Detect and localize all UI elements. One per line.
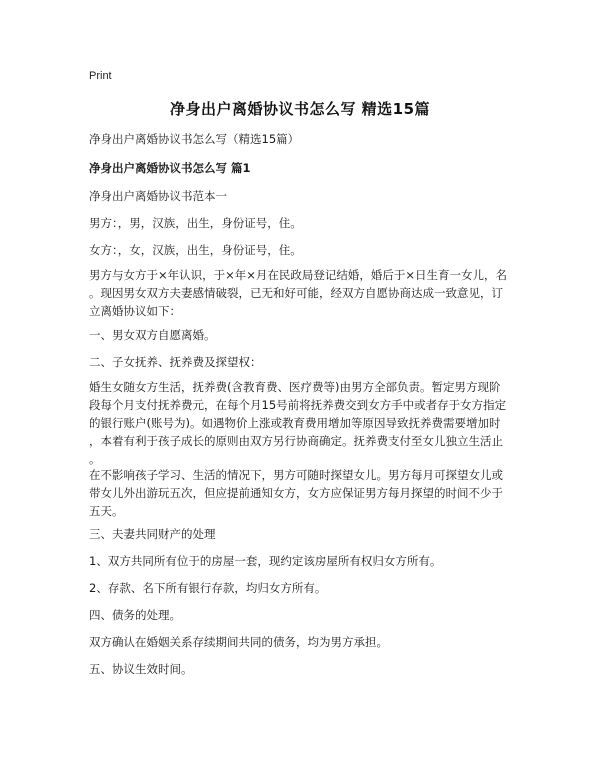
male-party-line: 男方：，男，汉族，出生，身份证号，住。	[89, 216, 302, 230]
visitation-line: 在不影响孩子学习、生活的情况下，男方可随时探望女儿。男方每月可探望女儿或	[89, 468, 503, 482]
visitation-paragraph	[89, 466, 519, 520]
clause-5: 五、协议生效时间。	[89, 662, 193, 676]
intro-line: 立离婚协议如下：	[89, 304, 181, 318]
custody-line: ，本着有利于孩子成长的原则由双方另行协商确定。抚养费支付至女儿独立生活止	[89, 434, 503, 448]
section-heading: 净身出户离婚协议书怎么写 篇1	[89, 161, 251, 175]
property-item-2: 2、存款、名下所有银行存款，均归女方所有。	[89, 581, 327, 595]
template-name: 净身出户离婚协议书范本一	[89, 189, 227, 203]
custody-line: 婚生女随女方生活，抚养费(含教育费、医疗费等)由男方全部负责。暂定男方现阶	[89, 380, 501, 394]
document-title: 净身出户离婚协议书怎么写 精选15篇	[169, 100, 431, 118]
document-subtitle: 净身出户离婚协议书怎么写（精选15篇）	[89, 132, 300, 146]
female-party-line: 女方：，女，汉族，出生，身份证号，住。	[89, 243, 302, 257]
print-label: Print	[89, 70, 112, 82]
clause-4: 四、债务的处理。	[89, 608, 181, 622]
intro-line: 男方与女方于×年认识，于×年×月在民政局登记结婚，婚后于×日生育一女儿，名	[89, 268, 508, 282]
custody-line: 。	[89, 452, 101, 466]
intro-line: 。现因男女双方夫妻感情破裂，已无和好可能，经双方自愿协商达成一致意见，订	[89, 286, 503, 300]
custody-paragraph	[89, 378, 519, 468]
visitation-line: 带女儿外出游玩五次，但应提前通知女方，女方应保证男方每月探望的时间不少于	[89, 486, 503, 500]
visitation-line: 五天。	[89, 504, 124, 518]
debt-line: 双方确认在婚姻关系存续期间共同的债务，均为男方承担。	[89, 635, 388, 649]
property-item-1: 1、双方共同所有位于的房屋一套，现约定该房屋所有权归女方所有。	[89, 554, 442, 568]
custody-line: 段每个月支付抚养费元，在每个月15号前将抚养费交到女方手中或者存于女方指定	[89, 398, 507, 412]
intro-paragraph	[89, 266, 519, 320]
clause-1: 一、男女双方自愿离婚。	[89, 328, 216, 342]
clause-3: 三、夫妻共同财产的处理	[89, 527, 216, 541]
custody-line: 的银行账户(账号为)。如遇物价上涨或教育费用增加等原因导致抚养费需要增加时	[89, 416, 501, 430]
clause-2: 二、子女抚养、抚养费及探望权：	[89, 355, 262, 369]
